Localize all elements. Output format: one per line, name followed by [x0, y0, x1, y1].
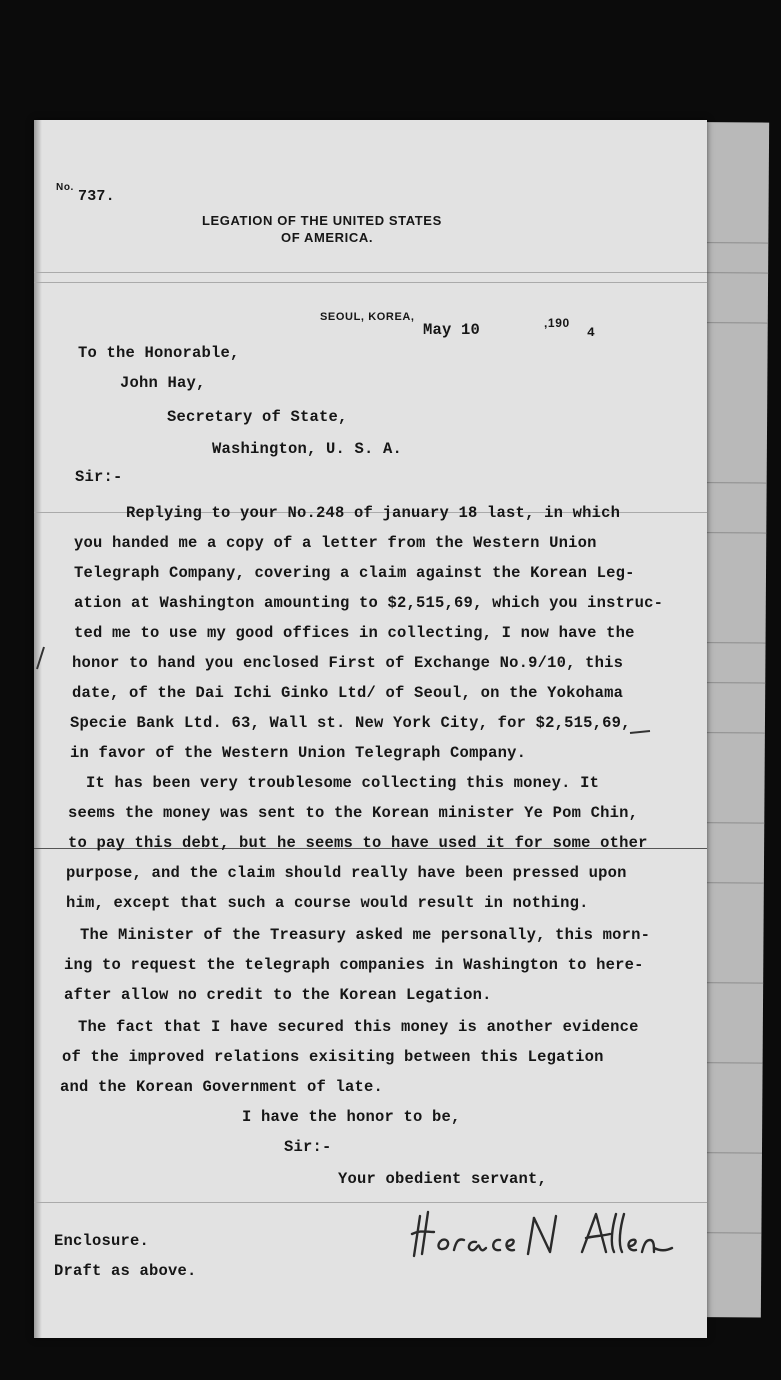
body-line: ing to request the telegraph companies in Washington to here-	[64, 956, 644, 974]
dispatch-number: 737.	[78, 188, 115, 205]
body-line: and the Korean Government of late.	[60, 1078, 384, 1096]
letter-page	[34, 120, 707, 1338]
body-line: ted me to use my good offices in collecting, I now have the	[74, 624, 635, 642]
body-line: honor to hand you enclosed First of Exchange No.9/10, this	[72, 654, 624, 672]
page-edge-shadow	[34, 120, 42, 1338]
body-line: date, of the Dai Ichi Ginko Ltd/ of Seoul, on the Yokohama	[72, 684, 624, 702]
address-line-1: To the Honorable,	[78, 344, 240, 362]
handwritten-signature	[410, 1204, 680, 1266]
ruling-line	[34, 1202, 707, 1203]
legation-heading: LEGATION OF THE UNITED STATES	[202, 213, 442, 228]
number-label: No.	[56, 182, 74, 193]
body-line: to pay this debt, but he seems to have used it for some other	[68, 834, 648, 852]
dateline-place: SEOUL, KOREA,	[320, 311, 415, 323]
closing-line-2: Sir:-	[284, 1138, 332, 1156]
closing-line-3: Your obedient servant,	[338, 1170, 548, 1188]
address-line-3: Secretary of State,	[167, 408, 348, 426]
body-line: Specie Bank Ltd. 63, Wall st. New York City, for $2,515,69,	[70, 714, 631, 732]
legation-heading-line2: OF AMERICA.	[281, 230, 374, 245]
margin-tick-mark	[34, 645, 48, 671]
salutation: Sir:-	[75, 468, 123, 486]
body-line: The Minister of the Treasury asked me personally, this morn-	[80, 926, 651, 944]
body-line: in favor of the Western Union Telegraph Company.	[70, 744, 527, 762]
body-line: you handed me a copy of a letter from the Western Union	[74, 534, 597, 552]
body-line: seems the money was sent to the Korean minister Ye Pom Chin,	[68, 804, 639, 822]
margin-dash-mark	[628, 725, 654, 737]
closing-line-1: I have the honor to be,	[242, 1108, 461, 1126]
enclosure-detail: Draft as above.	[54, 1262, 197, 1280]
body-line: him, except that such a course would result in nothing.	[66, 894, 589, 912]
body-line: purpose, and the claim should really have been pressed upon	[66, 864, 627, 882]
ruling-line	[34, 272, 707, 273]
address-line-2: John Hay,	[120, 374, 206, 392]
body-line: Telegraph Company, covering a claim against the Korean Leg-	[74, 564, 635, 582]
body-line: Replying to your No.248 of january 18 last, in which	[126, 504, 621, 522]
body-line: The fact that I have secured this money is another evidence	[78, 1018, 639, 1036]
address-line-4: Washington, U. S. A.	[212, 440, 403, 458]
ruling-line	[34, 282, 707, 283]
enclosure-label: Enclosure.	[54, 1232, 150, 1250]
body-line: after allow no credit to the Korean Legation.	[64, 986, 492, 1004]
dateline-year-suffix: 4	[587, 325, 596, 340]
body-line: It has been very troublesome collecting this money. It	[86, 774, 600, 792]
dateline-date: May 10	[423, 321, 481, 339]
body-line: ation at Washington amounting to $2,515,69, which you instruc-	[74, 594, 664, 612]
dateline-year-prefix: ,190	[544, 316, 570, 330]
body-line: of the improved relations exisiting between this Legation	[62, 1048, 604, 1066]
